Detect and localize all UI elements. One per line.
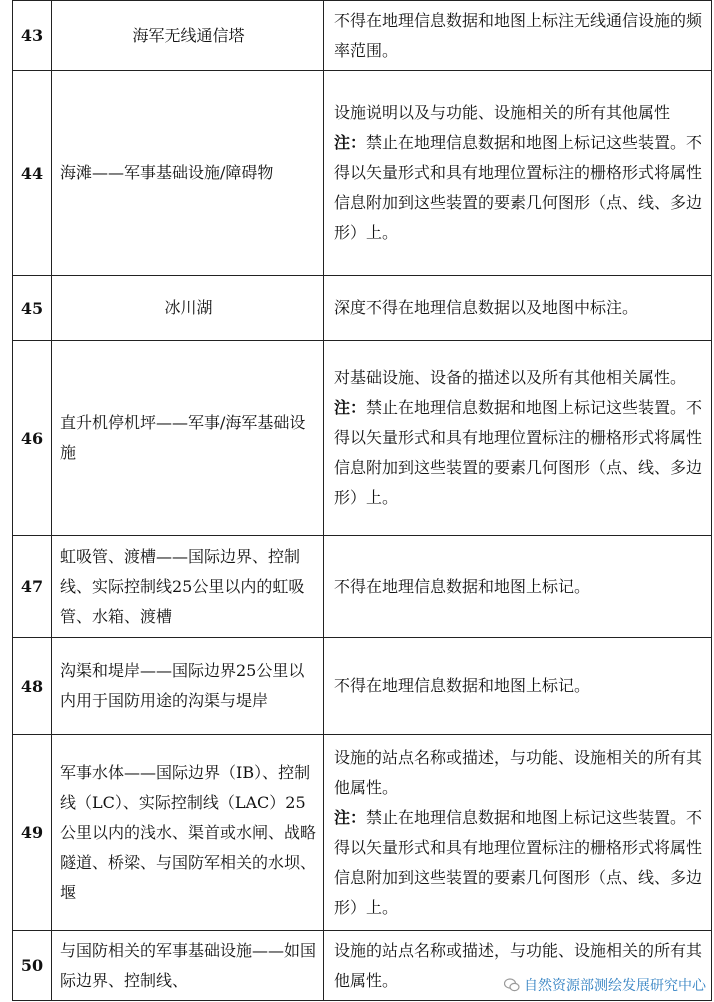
feature-name: 海军无线通信塔 (52, 1, 324, 71)
note-text: 禁止在地理信息数据和地图上标记这些装置。不得以矢量形式和具有地理位置标注的栅格形式将属性信息附加到这些装置的要素几何图形（点、线、多边形）上。 (334, 807, 703, 917)
feature-name: 与国防相关的军事基础设施——如国际边界、控制线、 (52, 931, 324, 1001)
restriction-text (324, 276, 712, 341)
watermark (504, 974, 706, 996)
row-number: 48 (13, 638, 52, 735)
table-row (13, 1, 712, 71)
restriction-desc: 设施说明以及与功能、设施相关的所有其他属性 (334, 103, 671, 122)
note-label: 注： (334, 398, 367, 417)
table-row (13, 71, 712, 276)
feature-name: 虹吸管、渡槽——国际边界、控制线、实际控制线25公里以内的虹吸管、水箱、渡槽 (52, 536, 324, 638)
restriction-text (324, 71, 712, 276)
restriction-desc: 设施的站点名称或描述，与功能、设施相关的所有其他属性。 (334, 940, 703, 990)
restriction-text (324, 735, 712, 931)
row-number: 44 (13, 71, 52, 276)
restriction-text (324, 341, 712, 536)
feature-name: 海滩——军事基础设施/障碍物 (52, 71, 324, 276)
watermark-text: 自然资源部测绘发展研究中心 (524, 978, 706, 994)
document-page (12, 0, 712, 1001)
restriction-desc: 不得在地理信息数据和地图上标记。 (334, 676, 591, 695)
row-number: 50 (13, 931, 52, 1001)
note-text: 禁止在地理信息数据和地图上标记这些装置。不得以矢量形式和具有地理位置标注的栅格形式将属性信息附加到这些装置的要素几何图形（点、线、多边形）上。 (334, 133, 703, 242)
row-number: 47 (13, 536, 52, 638)
feature-name: 沟渠和堤岸——国际边界25公里以内用于国防用途的沟渠与堤岸 (52, 638, 324, 735)
restriction-table (12, 0, 712, 1001)
note-text: 禁止在地理信息数据和地图上标记这些装置。不得以矢量形式和具有地理位置标注的栅格形式将属性信息附加到这些装置的要素几何图形（点、线、多边形）上。 (334, 398, 703, 507)
feature-name: 直升机停机坪——军事/海军基础设施 (52, 341, 324, 536)
table-row (13, 536, 712, 638)
feature-name: 冰川湖 (52, 276, 324, 341)
restriction-text (324, 638, 712, 735)
restriction-text (324, 1, 712, 71)
restriction-desc: 设施的站点名称或描述，与功能、设施相关的所有其他属性。 (334, 747, 703, 797)
table-row (13, 276, 712, 341)
restriction-text (324, 536, 712, 638)
table-row (13, 341, 712, 536)
restriction-desc: 不得在地理信息数据和地图上标记。 (334, 576, 591, 596)
table-row (13, 735, 712, 931)
note-label: 注： (334, 807, 367, 827)
wechat-icon (504, 978, 520, 992)
restriction-desc: 深度不得在地理信息数据以及地图中标注。 (334, 298, 639, 317)
restriction-desc: 对基础设施、设备的描述以及所有其他相关属性。 (334, 368, 687, 387)
row-number: 46 (13, 341, 52, 536)
row-number: 43 (13, 1, 52, 71)
feature-name: 军事水体——国际边界（IB）、控制线（LC）、实际控制线（LAC）25公里以内的浅水、渠首或水闸、战略隧道、桥梁、与国防军相关的水坝、堰 (52, 735, 324, 931)
row-number: 45 (13, 276, 52, 341)
note-label: 注： (334, 133, 367, 152)
restriction-desc: 不得在地理信息数据和地图上标注无线通信设施的频率范围。 (334, 10, 703, 60)
table-row (13, 638, 712, 735)
row-number: 49 (13, 735, 52, 931)
